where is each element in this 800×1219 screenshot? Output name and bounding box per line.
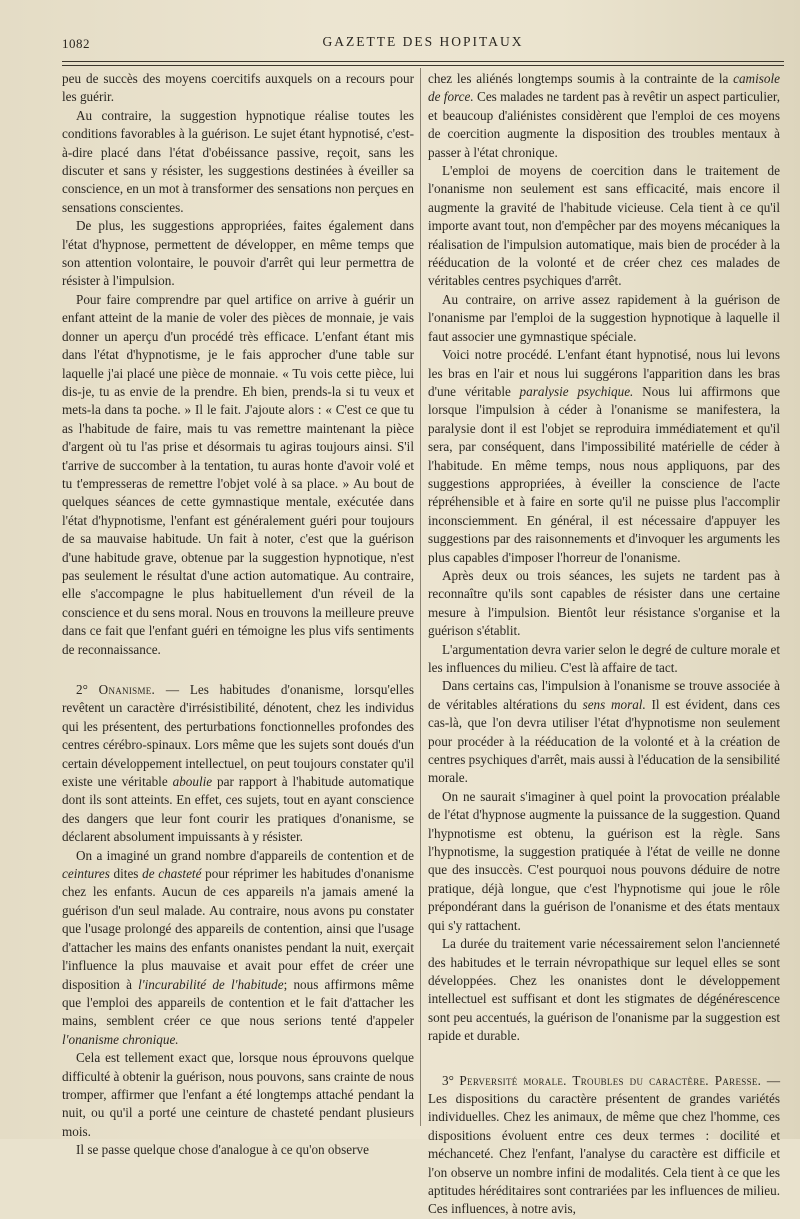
right-column bbox=[428, 70, 780, 1219]
paragraph: Dans certains cas, l'impulsion à l'onanisme se trouve associée à de véritables altérations du sens moral. Il est évident, dans ces cas-là, que l'on devra utiliser l'état d'hypnotisme non seulement pour procéder à la rééducation de la volonté et à la création de centres psychiques d'arrêt, mais aussi à l'éducation de la sensibilité morale. bbox=[428, 678, 781, 786]
emphasis: l'onanisme chronique. bbox=[62, 1031, 179, 1047]
page-number: 1082 bbox=[62, 36, 90, 51]
section-number: 3° bbox=[442, 1072, 454, 1088]
paragraph: Pour faire comprendre par quel artifice on arrive à guérir un enfant atteint de la manie de voler des pièces de monnaie, je vais donner un aperçu d'un procédé très efficace. L'enfant étant mis dans l'état d'hypnotisme, je le fais approcher d'une table sur laquelle j'ai placé une pièce de monnaie. « Tu vois cette pièce, lui dis-je, tu as envie de la prendre. Eh bien, prends-la si tu veux et mets-la dans ta poche. » Il le fait. J'ajoute alors : « C'est ce que tu as l'habitude de faire, mais tu vas remettre maintenant la pièce d'argent où tu l'as prise et désormais tu agiras toujours ainsi. S'il t'arrive de succomber à la tentation, tu auras honte d'avoir volé et tu t'empresseras de remettre l'objet volé à sa place. » Au bout de quelques séances de cette gymnastique mentale, exécutée dans l'état d'hypnotisme, l'enfant est généralement guéri pour toujours de sa mauvaise habitude. Un fait à noter, c'est que la guérison d'une habitude grave, obtenue par la suggestion hypnotique, n'est pas seulement le résultat d'une action automatique. Au contraire, elle s'accompagne le plus habituellement d'un réveil de la conscience et du sens moral. Nous en trouvons la meilleure preuve dans ce fait que l'enfant guéri en témoigne les plus vifs sentiments de reconnaissance. bbox=[62, 291, 414, 657]
paragraph: On ne saurait s'imaginer à quel point la provocation préalable de l'état d'hypnose augmente la puissance de la suggestion. Quand l'hypnotisme est obtenu, la guérison est la règle. Sans l'hypnotisme, la suggestion pratiquée à l'état de veille ne donne que des insuccès. C'est pourquoi nous pouvons déduire de notre pratique, déjà longue, que c'est l'hypnotisme qui joue le rôle prépondérant dans la guérison de l'onanisme et des états mentaux qui s'y rattachent. bbox=[428, 788, 780, 933]
paragraph: Au contraire, la suggestion hypnotique réalise toutes les conditions favorables à la guérison. Le sujet étant hypnotisé, c'est-à-dire placé dans l'état d'obéissance passive, reçoit, sans les discuter et sans y résister, les suggestions destinées à éveiller sa conscience, en un mot à transformer des sensations non perçues en sensations conscientes. bbox=[62, 107, 414, 215]
header-double-rule bbox=[62, 61, 784, 66]
running-title: GAZETTE DES HOPITAUX bbox=[322, 34, 524, 49]
section-number: 2° bbox=[76, 682, 88, 697]
emphasis: sens moral. bbox=[582, 696, 646, 712]
emphasis: aboulie bbox=[172, 774, 213, 790]
section-onanisme-paragraph: 2° Onanisme. — Les habitudes d'onanisme, lorsqu'elles revêtent un caractère d'irrésistibilité, dénotent, chez les individus qui les présentent, des perturbations fonctionnelles profondes des centres cérébro-spinaux. Lors même que les sujets sont doués d'un certain développement intellectuel, on peut toujours constater qu'il existe une véritable aboulie par rapport à l'habitude automatique dont ils sont atteints. En effet, ces sujets, tout en ayant conscience des dangers que leur font courir les pratiques d'onanisme, se déclarent absolument impuissants à y résister. bbox=[62, 682, 414, 845]
paragraph: Au contraire, on arrive assez rapidement à la guérison de l'onanisme par l'emploi de la suggestion hypnotique à laquelle il faut associer une gymnastique spéciale. bbox=[428, 291, 780, 344]
emphasis: de chasteté bbox=[142, 866, 202, 882]
paragraph: On a imaginé un grand nombre d'appareils de contention et de ceintures dites de chasteté pour réprimer les habitudes d'onanisme chez les enfants. Aucun de ces appareils n'a jamais amené la guérison d'un seul malade. Au contraire, nous avons pu constater que l'usage prolongé des appareils de contention, ainsi que l'usage d'attacher les mains des enfants onanistes pendant la nuit, exerçait l'influence la plus mauvaise et avait pour effet de créer une disposition à l'incurabilité de l'habitude; nous affirmons même que l'emploi des appareils de contention et le fait d'attacher les mains, semblent créer ce que nous serions tenté d'appeler l'onanisme chronique. bbox=[62, 847, 415, 1047]
paragraph: Cela est tellement exact que, lorsque nous éprouvons quelque difficulté à obtenir la guérison, nous pouvons, sans crainte de nous tromper, affirmer que l'enfant a été longtemps attaché pendant la nuit, ou qu'il a porté une ceinture de chasteté pendant plusieurs mois. bbox=[62, 1050, 414, 1139]
column-divider bbox=[420, 68, 421, 1126]
section-heading: Perversité morale. Troubles du caractère. Paresse. bbox=[459, 1072, 762, 1088]
paragraph: La durée du traitement varie nécessairement selon l'ancienneté des habitudes et le terrain névropathique sur lequel elles se sont développées. Chez les onanistes dont le développement intellectuel est suffisant et dont les stigmates de dégénérescence sont peu accentués, la guérison de l'onanisme par la suggestion est rapide et durable. bbox=[428, 936, 780, 1044]
emphasis: paralysie psychique. bbox=[519, 383, 634, 399]
paragraph: L'argumentation devra varier selon le degré de culture morale et les influences du milieu. C'est là affaire de tact. bbox=[428, 641, 780, 675]
paragraph: De plus, les suggestions appropriées, faites également dans l'état d'hypnose, permettent de développer, en même temps que son attention volontaire, le pouvoir d'arrêt qui leur permettra de résister à l'impulsion. bbox=[62, 218, 414, 289]
section-perversite-paragraph: 3° Perversité morale. Troubles du caractère. Paresse. — Les dispositions du caractère présentent de grandes variétés individuelles. Chez les animaux, de même que chez l'homme, ces dispositions évoluent entre ces deux termes : docilité et méchanceté. Chez l'enfant, l'analyse du caractère est difficile et l'on observe un nombre infini de modalités. Cela tient à ce que les aptitudes héréditaires sont contrariées par les influences de milieu. Ces influences, à notre avis, bbox=[428, 1072, 781, 1217]
emphasis: l'incurabilité de l'habitude bbox=[138, 976, 284, 992]
paragraph: chez les aliénés longtemps soumis à la contrainte de la camisole de force. Ces malades ne tardent pas à revêtir un aspect particulier, et beaucoup d'aliénistes considèrent que l'emploi de ces moyens de coercition augmente la disposition des troubles mentaux à passer à l'état chronique. bbox=[428, 71, 781, 160]
paragraph: Il se passe quelque chose d'analogue à ce qu'on observe bbox=[76, 1142, 369, 1158]
paragraph: Après deux ou trois séances, les sujets ne tardent pas à reconnaître qu'ils sont capables de résister dans une certaine mesure à l'impulsion. Bientôt leur résistance s'organise et la guérison s'établit. bbox=[428, 567, 780, 639]
left-column bbox=[62, 70, 414, 1160]
emphasis: ceintures bbox=[62, 866, 110, 882]
paragraph: peu de succès des moyens coercitifs auxquels on a recours pour les guérir. bbox=[62, 71, 414, 105]
section-heading: Onanisme. bbox=[98, 682, 156, 697]
emphasis: camisole de force. bbox=[428, 71, 780, 105]
paragraph: Voici notre procédé. L'enfant étant hypnotisé, nous lui levons les bras en l'air et nous lui suggérons l'apparition dans les bras d'une véritable paralysie psychique. Nous lui affirmons que lorsque l'impulsion à céder à l'onanisme se manifestera, la paralysie dont il est l'objet se reproduira immédiatement et qu'il sera, par conséquent, dans l'impossibilité matérielle de céder à l'habitude. En même temps, nous nous appliquons, par des suggestions appropriées, à éveiller la conscience de l'acte répréhensible et à faire en sorte qu'il ne puisse plus l'accomplir inconsciemment. En général, il est nécessaire d'appuyer les suggestions par des raisonnements et d'invoquer les arguments les plus capables d'imposer l'horreur de l'onanisme. bbox=[428, 347, 780, 565]
paragraph: L'emploi de moyens de coercition dans le traitement de l'onanisme non seulement est sans efficacité, mais encore il augmente la gravité de l'habitude vicieuse. Cela tient à ce qu'il importe avant tout, non d'empêcher par des moyens mécaniques la réalisation de l'impulsion automatique, mais bien de procéder à la rééducation de la volonté et de créer chez ces malades de véritables centres psychiques d'arrêt. bbox=[428, 163, 780, 289]
page-header bbox=[62, 30, 784, 52]
